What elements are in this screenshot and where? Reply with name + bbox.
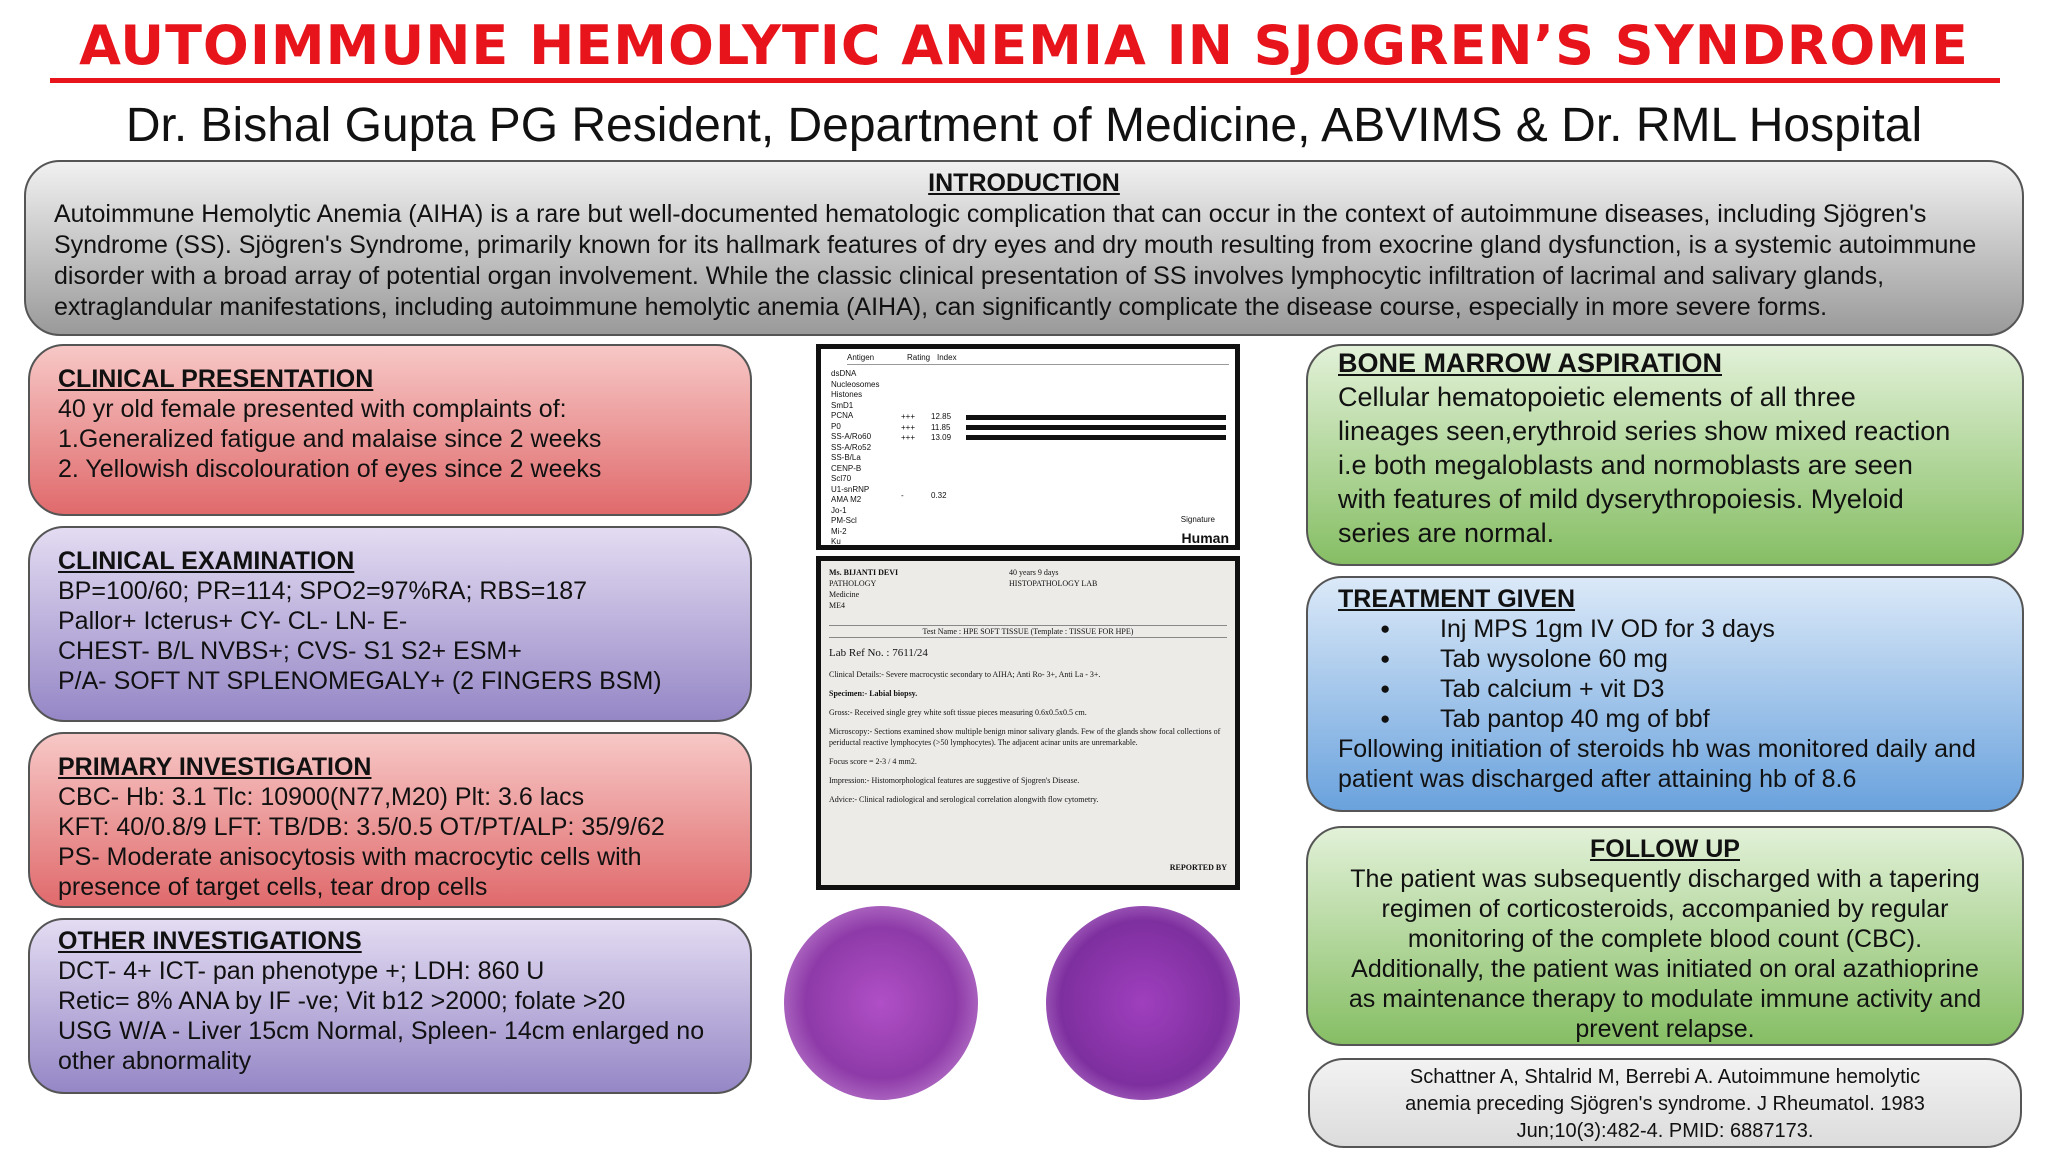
follow-up-box [1306,826,2024,1046]
follow-up-heading: FOLLOW UP [1590,835,1740,863]
ana-index: 0.32 [931,491,947,500]
ana-bar [966,425,1226,430]
hpe-lab-sub-centre: HISTOPATHOLOGY LAB [1009,579,1098,588]
hpe-test-name: Test Name : HPE SOFT TISSUE (Template : TISSUE FOR HPE) [829,625,1227,638]
text-line: PS- Moderate anisocytosis with macrocytic cells with [58,843,642,871]
text-line: DCT- 4+ ICT- pan phenotype +; LDH: 860 U [58,957,545,985]
text-line: Cellular hematopoietic elements of all three [1338,382,1856,412]
reference-line: Jun;10(3):482-4. PMID: 6887173. [1516,1120,1814,1142]
treatment-item: ● Tab pantop 40 mg of bbf [1338,704,2002,734]
ana-antigen: U1-snRNP [831,484,870,494]
text-line: CHEST- B/L NVBS+; CVS- S1 S2+ ESM+ [58,637,522,665]
hpe-ward: ME4 [829,601,845,610]
text-line: Pallor+ Icterus+ CY- CL- LN- E- [58,607,408,635]
hpe-gross: Gross:- Received single grey white soft tissue pieces measuring 0.6x0.5x0.5 cm. [829,708,1087,717]
ana-header: Rating [907,353,931,362]
text-line: presence of target cells, tear drop cells [58,873,488,901]
text-line: Additionally, the patient was initiated on oral azathioprine [1351,955,1979,983]
text-line: i.e both megaloblasts and normoblasts are seen [1338,450,1913,480]
ana-antigen: Histones [831,390,863,399]
text-line: KFT: 40/0.8/9 LFT: TB/DB: 3.5/0.5 OT/PT/ALP: 35/9/62 [58,813,665,841]
clinical-presentation-heading: CLINICAL PRESENTATION [58,365,374,393]
bone-marrow-heading: BONE MARROW ASPIRATION [1338,348,1722,378]
ana-antigen: AMA M2 [831,495,862,504]
ana-header: Antigen [847,353,875,362]
introduction-box [24,160,2024,336]
title-underline [50,78,2000,83]
treatment-item: ● Inj MPS 1gm IV OD for 3 days [1338,614,2002,644]
clinical-examination-box [28,526,752,722]
text-line: USG W/A - Liver 15cm Normal, Spleen- 14cm enlarged no [58,1017,705,1045]
ana-antigen: SS-A/Ro52 [831,442,872,452]
text-line: other abnormality [58,1047,252,1075]
ana-antigen-list [831,369,879,548]
ana-antigen: PCNA [831,411,854,420]
hpe-report-image [816,556,1240,890]
treatment-list [1338,614,2002,734]
text-line: monitoring of the complete blood count (CBC). [1407,925,1923,953]
text-line: with features of mild dyserythropoiesis. Myeloid [1338,484,1904,514]
ana-antigen: Jo-1 [831,505,847,515]
ana-antigen: SS-A/Ro60 [831,432,872,441]
reference-line: Schattner A, Shtalrid M, Berrebi A. Autoimmune hemolytic [1409,1066,1921,1088]
text-line: CBC- Hb: 3.1 Tlc: 10900(N77,M20) Plt: 3.6 lacs [58,783,585,811]
text-line: 1.Generalized fatigue and malaise since 2 weeks [58,425,602,453]
ana-index-column [931,412,951,444]
ana-bar [966,435,1226,440]
text-line: Retic= 8% ANA by IF -ve; Vit b12 >2000; folate >20 [58,987,626,1015]
ana-header: Index [937,353,957,362]
text-line: lineages seen,erythroid series show mixed reaction [1338,416,1951,446]
text-line: 40 yr old female presented with complaints of: [58,395,567,423]
ana-index: 11.85 [931,422,951,432]
treatment-item: ● Tab calcium + vit D3 [1338,674,2002,704]
poster-title: AUTOIMMUNE HEMOLYTIC ANEMIA IN SJOGREN’S SYNDROME [79,14,1969,77]
hpe-advice: Advice:- Clinical radiological and serological correlation alongwith flow cytometry. [829,795,1099,804]
ana-signature-label: Signature [1180,514,1215,524]
hpe-focus-score: Focus score = 2-3 / 4 mm2. [829,757,917,766]
primary-investigation-box [28,732,752,908]
hpe-impression: Impression:- Histomorphological features are suggestive of Sjogren's Disease. [829,776,1080,785]
ana-bar [966,415,1226,420]
other-investigations-box [28,918,752,1094]
ana-antigen: SmD1 [831,400,854,410]
text-line: Following initiation of steroids hb was monitored daily and [1338,735,1976,763]
text-line: prevent relapse. [1575,1015,1755,1043]
hpe-microscopy: Microscopy:- Sections examined show multiple benign minor salivary glands. Few of the glands show focal collections of periductal reactive lymphocytes (>50 lymphocytes). The adjacent acinar units are unremarkable. [829,727,1221,747]
treatment-box [1306,576,2024,812]
reference-box [1308,1058,2022,1148]
clinical-examination-heading: CLINICAL EXAMINATION [58,547,355,575]
ana-antigen: Scl70 [831,474,852,483]
histology-micrograph-low-power [784,906,978,1100]
hpe-patient-name: Ms. BIJANTI DEVI [829,568,899,577]
text-line: series are normal. [1338,518,1555,548]
primary-investigation-heading: PRIMARY INVESTIGATION [58,753,372,781]
text-line: regimen of corticosteroids, accompanied by regular [1381,895,1949,923]
ana-index: 12.85 [931,412,952,421]
hpe-specimen: Specimen:- Labial biopsy. [829,689,918,698]
ana-antigen: P0 [831,421,841,431]
text-line: patient was discharged after attaining hb of 8.6 [1338,765,1857,793]
hpe-lab-name: PATHOLOGY [829,579,877,588]
hpe-reported-by: REPORTED BY [1169,863,1227,872]
hpe-department: Medicine [829,590,860,599]
ana-antigen: Mi-2 [831,526,847,536]
hpe-lab-ref: Lab Ref No. : 7611/24 [829,647,928,659]
ana-index: 13.09 [931,433,952,442]
ana-antigen: CENP-B [831,463,862,473]
ana-brand-text: Human [1181,529,1229,546]
ana-rating: +++ [901,412,916,421]
hpe-clinical-details: Clinical Details:- Severe macrocystic secondary to AIHA; Anti Ro- 3+, Anti La - 3+. [829,670,1101,679]
introduction-heading: INTRODUCTION [928,169,1120,197]
ana-rating: +++ [901,422,916,432]
reference-line: anemia preceding Sjögren's syndrome. J Rheumatol. 1983 [1405,1093,1925,1115]
ana-antigen: Ku [831,537,841,546]
ana-antigen: Nucleosomes [831,379,880,389]
histology-micrograph-high-power [1046,906,1240,1100]
text-line: as maintenance therapy to modulate immune activity and [1348,985,1982,1013]
ana-antigen: SS-B/La [831,453,861,462]
ana-header-row [847,353,1229,365]
hpe-age: 40 years 9 days [1009,568,1059,577]
clinical-presentation-box [28,344,752,516]
ana-report-image [816,344,1240,550]
text-line: 2. Yellowish discolouration of eyes since 2 weeks [58,455,602,483]
ana-rating-column [901,412,915,444]
other-investigations-heading: OTHER INVESTIGATIONS [58,927,362,955]
hpe-patient-block [829,567,1227,611]
treatment-item: ● Tab wysolone 60 mg [1338,644,2002,674]
text-line: The patient was subsequently discharged with a tapering [1350,865,1980,893]
ana-antigen: PM-Scl [831,516,857,525]
ana-rating: +++ [901,433,916,442]
ana-antigen: dsDNA [831,369,857,378]
ana-rating: - [901,491,904,500]
text-line: P/A- SOFT NT SPLENOMEGALY+ (2 FINGERS BSM) [58,667,662,695]
treatment-heading: TREATMENT GIVEN [1338,585,1576,613]
poster-subtitle: Dr. Bishal Gupta PG Resident, Department of Medicine, ABVIMS & Dr. RML Hospital [125,99,1923,152]
text-line: BP=100/60; PR=114; SPO2=97%RA; RBS=187 [58,577,588,605]
bone-marrow-box [1306,344,2024,566]
introduction-text: Autoimmune Hemolytic Anemia (AIHA) is a rare but well-documented hematologic complication that can occur in the context of autoimmune diseases, including Sjögren's Syndrome (SS). Sjögren's Syndrome, primarily known for its hallmark features of dry eyes and dry mouth resulting from exocrine gland dysfunction, is a systemic autoimmune disorder with a broad array of potential organ involvement. While the classic clinical presentation of SS involves lymphocytic infiltration of lacrimal and salivary glands, extraglandular manifestations, including autoimmune hemolytic anemia (AIHA), can significantly complicate the disease course, especially in more severe forms. [54,200,1977,321]
